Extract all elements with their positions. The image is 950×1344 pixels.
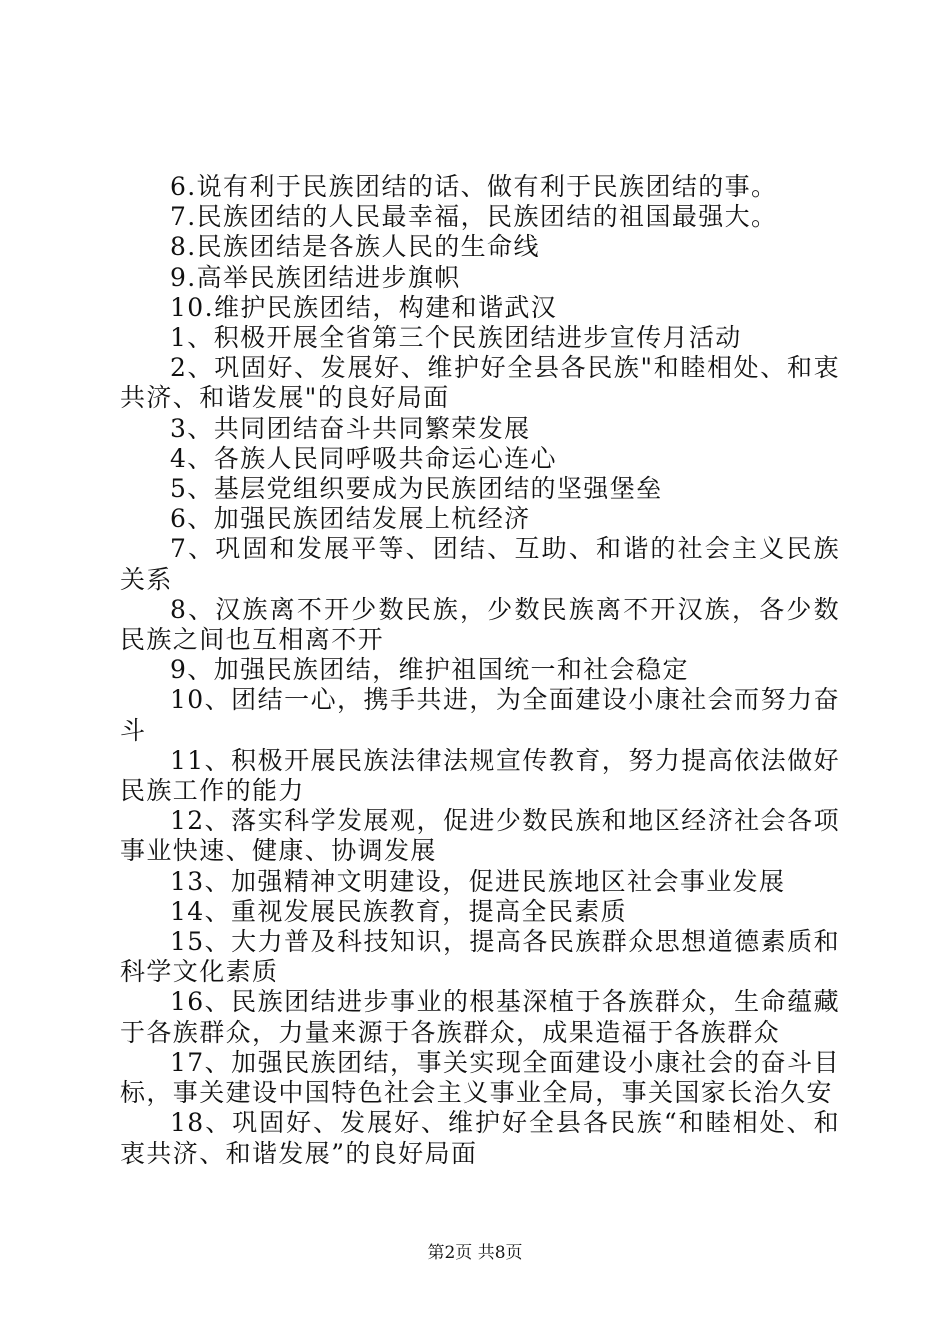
paragraph-21: 16、民族团结进步事业的根基深植于各族群众，生命蕴藏于各族群众，力量来源于各族群众，成果造福于各族群众 bbox=[120, 987, 840, 1047]
paragraph-9: 4、各族人民同呼吸共命运心连心 bbox=[170, 443, 557, 473]
paragraph-14: 9、加强民族团结，维护祖国统一和社会稳定 bbox=[170, 655, 689, 685]
paragraph-17: 12、落实科学发展观，促进少数民族和地区经济社会各项事业快速、健康、协调发展 bbox=[120, 806, 840, 866]
paragraph-2: 7.民族团结的人民最幸福，民族团结的祖国最强大。 bbox=[170, 202, 778, 232]
paragraph-23: 18、巩固好、发展好、维护好全县各民族“和睦相处、和衷共济、和谐发展”的良好局面 bbox=[120, 1108, 840, 1168]
paragraph-20: 15、大力普及科技知识，提高各民族群众思想道德素质和科学文化素质 bbox=[120, 927, 840, 987]
paragraph-16: 11、积极开展民族法律法规宣传教育，努力提高依法做好民族工作的能力 bbox=[120, 745, 840, 806]
paragraph-7: 2、巩固好、发展好、维护好全县各民族"和睦相处、和衷共济、和谐发展"的良好局面 bbox=[120, 353, 840, 413]
paragraph-4: 9.高举民族团结进步旗帜 bbox=[170, 262, 461, 292]
paragraph-3: 8.民族团结是各族人民的生命线 bbox=[170, 232, 540, 262]
paragraph-22: 17、加强民族团结，事关实现全面建设小康社会的奋斗目标，事关建设中国特色社会主义事业全局，事关国家长治久安 bbox=[120, 1047, 840, 1108]
paragraph-1: 6.说有利于民族团结的话、做有利于民族团结的事。 bbox=[170, 172, 778, 201]
page-number-footer: 第2页 共8页 bbox=[427, 1243, 523, 1263]
document-body bbox=[120, 172, 840, 1169]
paragraph-19: 14、重视发展民族教育，提高全民素质 bbox=[170, 896, 628, 926]
paragraph-13: 8、汉族离不开少数民族，少数民族离不开汉族，各少数民族之间也互相离不开 bbox=[120, 594, 840, 655]
paragraph-12: 7、巩固和发展平等、团结、互助、和谐的社会主义民族关系 bbox=[120, 534, 840, 594]
paragraph-10: 5、基层党组织要成为民族团结的坚强堡垒 bbox=[170, 474, 663, 504]
paragraph-11: 6、加强民族团结发展上杭经济 bbox=[170, 504, 531, 534]
paragraph-15: 10、团结一心，携手共进，为全面建设小康社会而努力奋斗 bbox=[120, 685, 840, 745]
paragraph-18: 13、加强精神文明建设，促进民族地区社会事业发展 bbox=[170, 866, 786, 896]
paragraph-5: 10.维护民族团结，构建和谐武汉 bbox=[170, 292, 558, 322]
paragraph-8: 3、共同团结奋斗共同繁荣发展 bbox=[170, 413, 531, 443]
paragraph-6: 1、积极开展全省第三个民族团结进步宣传月活动 bbox=[170, 323, 742, 353]
